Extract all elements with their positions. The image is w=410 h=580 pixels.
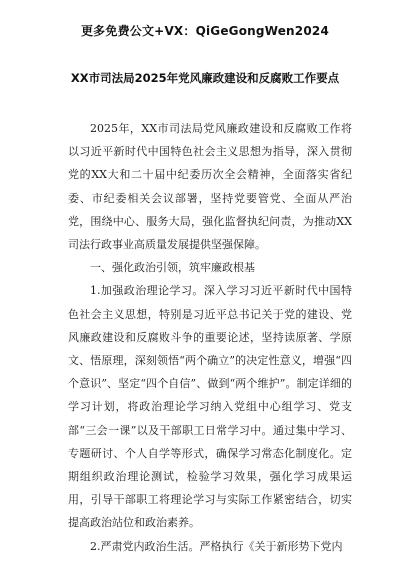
document-body xyxy=(68,117,352,558)
intro-paragraph: 2025年，XX市司法局党风廉政建设和反腐败工作将以习近平新时代中国特色社会主义思想为指导，深入贯彻党的XX大和二十届中纪委历次全会精神，全面落实省纪委、市纪委相关会议部署，坚持党要管党、全面从严治党，围绕中心、服务大局，强化监督执纪问责，为推动XX司法行政事业高质量发展提供坚强保障。 xyxy=(68,122,352,252)
section-heading: 一、强化政治引领，筑牢廉政根基 xyxy=(90,261,255,275)
body-paragraph: 2.严肃党内政治生活。严格执行《关于新形势下党内 xyxy=(90,539,343,553)
watermark-text: 更多免费公文+VX：QiGeGongWen2024 xyxy=(80,24,329,38)
body-paragraph: 1.加强政治理论学习。深入学习习近平新时代中国特色社会主义思想，特别是习近平总书记关于党的建设、党风廉政建设和反腐败斗争的重要论述，坚持读原著、学原文、悟原理，深刻领悟“两个确立”的决定性意义，增强“四个意识”、坚定“四个自信”、做到“两个维护”。制定详细的学习计划，将政治理论学习纳入党组中心组学习、党支部“三会一课”以及干部职工日常学习中。通过集中学习、专题研讨、个人自学等形式，确保学习常态化制度化。定期组织政治理论测试，检验学习效果，强化学习成果运用，引导干部职工将理论学习与实际工作紧密结合，切实提高政治站位和政治素养。 xyxy=(68,284,352,530)
document-title: XX市司法局2025年党风廉政建设和反腐败工作要点 xyxy=(70,71,340,85)
